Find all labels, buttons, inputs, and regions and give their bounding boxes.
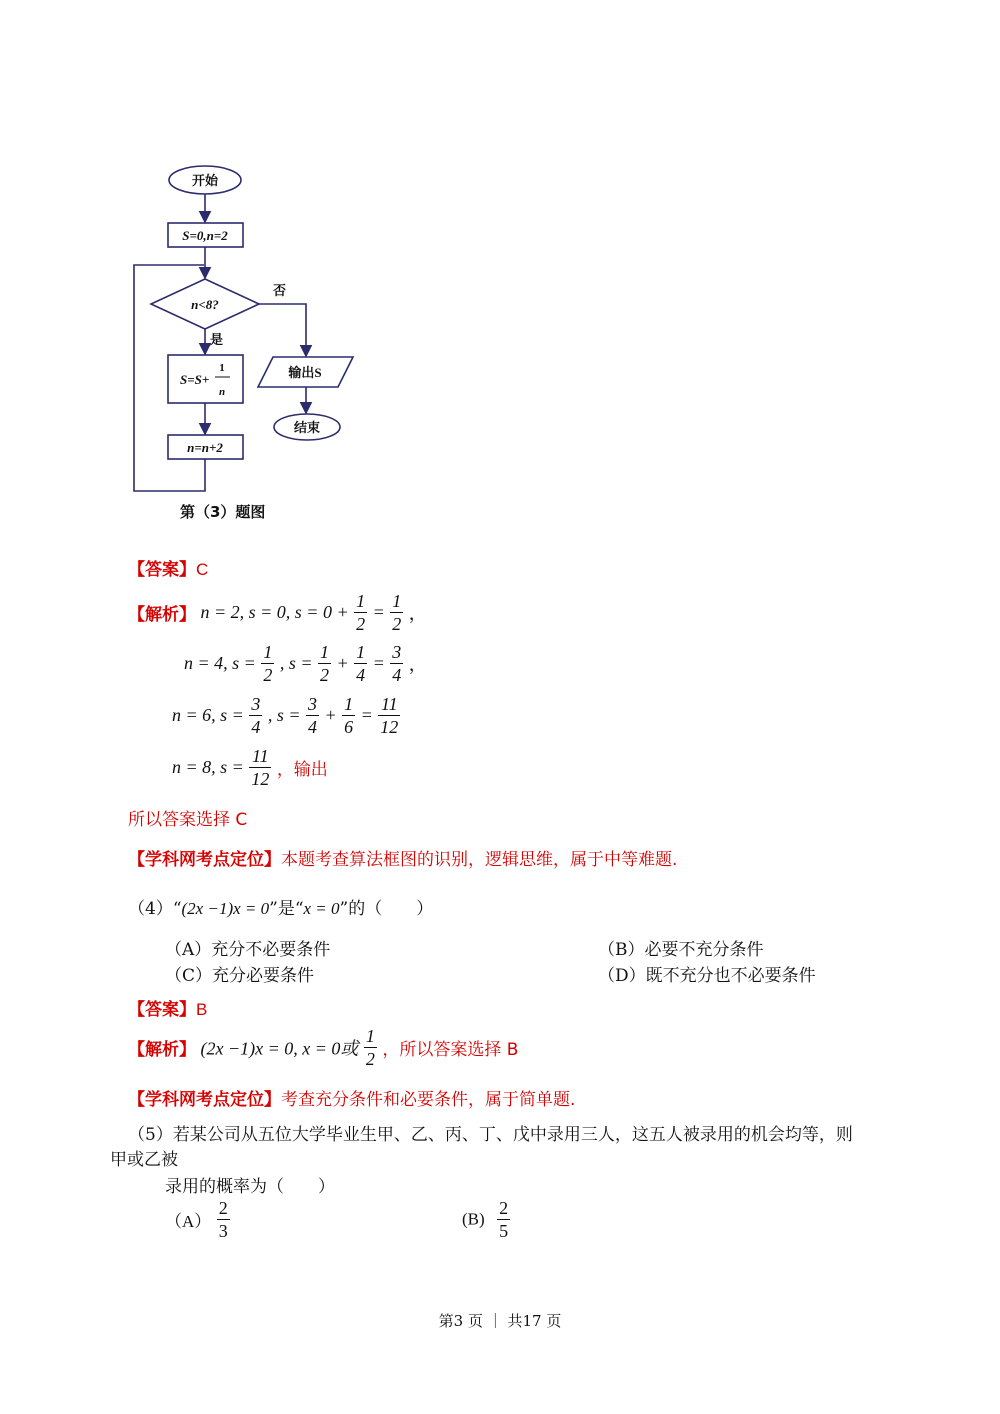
- q3-line2-b: , s =: [279, 653, 313, 673]
- frac-den: 4: [356, 665, 366, 685]
- q4-stem: [128, 894, 433, 919]
- flowchart-process-num: 1: [219, 362, 225, 374]
- q3-line1-end: ，: [408, 603, 427, 624]
- analysis-tag: 【解析】: [128, 1040, 196, 1059]
- page-footer: 第3 页 ｜ 共17 页: [438, 1312, 562, 1330]
- frac-num: 11: [378, 695, 400, 716]
- flowchart-init-label: S=0,n=2: [182, 228, 228, 243]
- q3-line2-d: =: [372, 653, 385, 673]
- q4-analysis-b: ，所以答案选择 B: [382, 1040, 519, 1060]
- q5-opt-a-label: （A）: [165, 1212, 212, 1231]
- frac-num: 3: [251, 694, 261, 714]
- q4-stem-expr2: x = 0: [303, 899, 340, 918]
- q3-analysis-line3: [172, 695, 401, 736]
- q4-stem-expr1: (2x −1)x = 0: [181, 899, 270, 918]
- q4-option-c: （C）充分必要条件: [165, 966, 315, 986]
- flowchart-no-label: 否: [273, 283, 287, 298]
- frac-num: 1: [392, 591, 402, 611]
- frac-den: 2: [319, 665, 329, 685]
- q3-line3-a: n = 6, s =: [172, 705, 244, 725]
- q4-analysis: [128, 1027, 518, 1068]
- flowchart-output-label: 输出S: [288, 365, 322, 380]
- kp-tag: 【学科网考点定位】: [128, 1090, 281, 1110]
- frac-num: 11: [249, 747, 271, 768]
- analysis-tag: 【解析】: [128, 605, 196, 624]
- frac-den: 2: [356, 614, 366, 634]
- answer-value: C: [196, 560, 209, 579]
- frac-den: 12: [251, 769, 270, 789]
- frac-num: 3: [307, 694, 317, 714]
- frac-num: 1: [365, 1026, 375, 1046]
- flowchart-increment-label: n=n+2: [187, 440, 223, 455]
- frac-den: 2: [365, 1049, 375, 1069]
- answer-tag: 【答案】: [128, 1000, 196, 1020]
- kp-text: 考查充分条件和必要条件，属于简单题.: [281, 1090, 576, 1110]
- q5-option-b: [462, 1199, 511, 1240]
- frac-num: 1: [356, 642, 366, 662]
- q4-analysis-a: (2x −1)x = 0, x = 0或: [200, 1038, 359, 1059]
- q3-line3-d: =: [360, 705, 373, 725]
- q3-analysis-line1: [128, 592, 427, 633]
- q4-stem-a: （4）“: [128, 899, 182, 919]
- frac-num: 1: [319, 642, 329, 662]
- q4-stem-c: ”的（ ）: [339, 899, 434, 919]
- frac-den: 4: [392, 665, 402, 685]
- q3-line4-a: n = 8, s =: [172, 757, 244, 777]
- frac-den: 5: [499, 1221, 509, 1241]
- q4-answer: [128, 995, 207, 1020]
- kp-tag: 【学科网考点定位】: [128, 850, 281, 870]
- frac-den: 3: [218, 1221, 228, 1241]
- q3-line1-a: n = 2, s = 0, s = 0 +: [200, 602, 349, 622]
- q3-line1-b: =: [372, 602, 385, 622]
- q3-line4-end: ，输出: [276, 760, 328, 780]
- q4-knowledge-point: [128, 1085, 575, 1110]
- flowchart-process-label: S=S+: [180, 372, 210, 387]
- q3-answer: [128, 555, 208, 580]
- q5-stem-line3: 录用的概率为（ ）: [165, 1177, 335, 1197]
- frac-num: 1: [344, 694, 354, 714]
- q4-option-d: （D）既不充分也不必要条件: [598, 966, 816, 986]
- q3-line3-b: , s =: [267, 705, 301, 725]
- q3-knowledge-point: [128, 845, 677, 870]
- frac-num: 1: [356, 591, 366, 611]
- frac-den: 4: [251, 717, 261, 737]
- q4-option-b: （B）必要不充分条件: [598, 940, 764, 960]
- q3-line2-a: n = 4, s =: [184, 653, 256, 673]
- flowchart-yes-label: 是: [210, 332, 224, 347]
- frac-den: 6: [344, 717, 354, 737]
- q3-line3-c: +: [324, 705, 337, 725]
- flowchart-process-den: n: [218, 386, 226, 398]
- flowchart-start-label: 开始: [191, 173, 219, 188]
- q5-stem-line2: 甲或乙被: [110, 1150, 178, 1170]
- frac-num: 2: [218, 1198, 228, 1218]
- frac-num: 3: [392, 642, 402, 662]
- flowchart-condition-label: n<8?: [191, 297, 219, 312]
- frac-den: 2: [392, 614, 402, 634]
- frac-num: 1: [263, 642, 273, 662]
- flowchart: [110, 155, 380, 530]
- frac-num: 2: [499, 1198, 509, 1218]
- frac-den: 4: [307, 717, 317, 737]
- q4-option-a: （A）充分不必要条件: [165, 940, 331, 960]
- kp-text: 本题考查算法框图的识别，逻辑思维，属于中等难题.: [281, 850, 678, 870]
- q3-conclusion: 所以答案选择 C: [128, 810, 248, 830]
- q5-opt-b-label: (B): [462, 1209, 485, 1229]
- answer-value: B: [196, 1000, 208, 1019]
- flowchart-end-label: 结束: [293, 420, 321, 435]
- q3-line2-c: +: [336, 653, 349, 673]
- frac-den: 12: [380, 717, 399, 737]
- q5-stem-line1: （5）若某公司从五位大学毕业生甲、乙、丙、丁、戊中录用三人，这五人被录用的机会均等，则: [128, 1125, 853, 1145]
- flowchart-caption: 第（3）题图: [180, 503, 266, 521]
- answer-tag: 【答案】: [128, 560, 196, 580]
- q3-analysis-line2: [184, 643, 427, 684]
- frac-den: 2: [263, 665, 273, 685]
- q3-line2-end: ，: [408, 654, 427, 675]
- q4-stem-b: ”是“: [269, 899, 304, 919]
- q3-analysis-line4: [172, 747, 328, 788]
- q5-option-a: [165, 1199, 231, 1240]
